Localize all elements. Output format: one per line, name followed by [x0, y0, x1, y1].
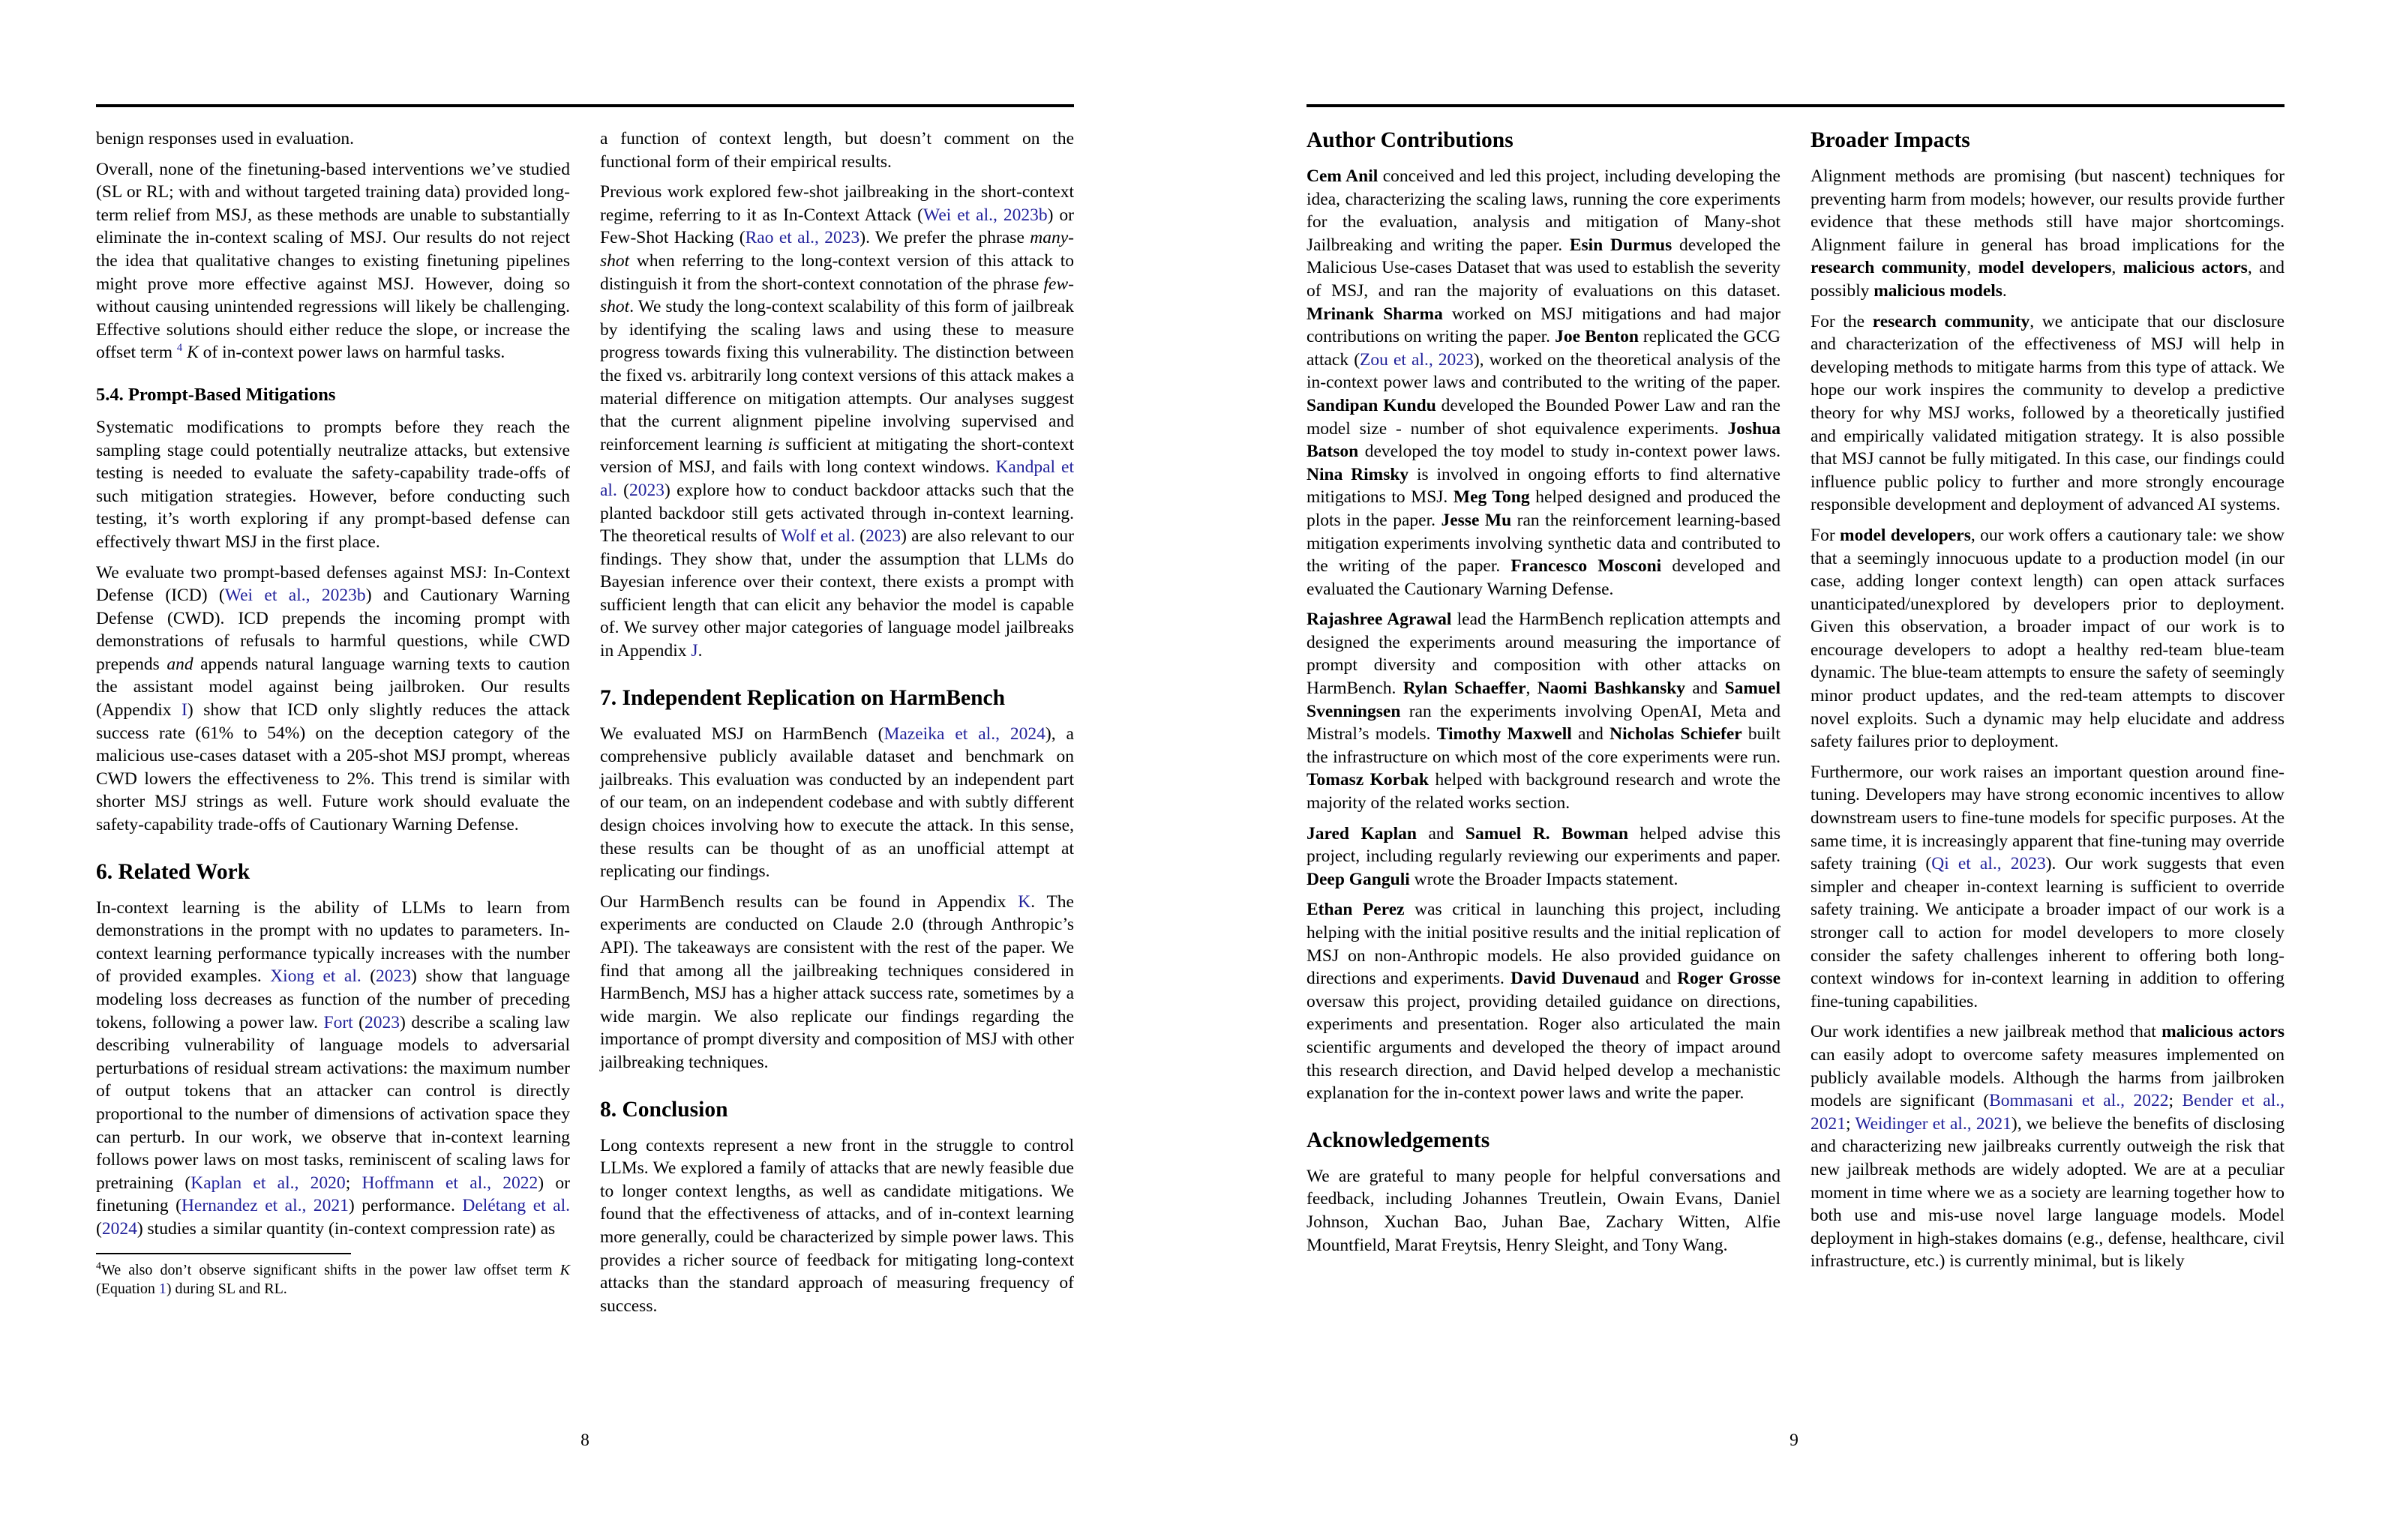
page-8: [0, 0, 1198, 1540]
text-run: ). Our work suggests that even simpler and cheaper in-context learning is sufficient to override safety training. We anticipate a broader impact of our work is a stronger call to action for model developers to more closely consider the safety challenges inherent to offering both long-context windows for in-context learning in addition to offering fine-tuning capabilities.: [1810, 854, 2285, 1011]
text-run: Esin Durmus: [1569, 235, 1672, 255]
text-run: ,: [2111, 258, 2123, 278]
page-9-content: [1306, 0, 2285, 1450]
text-run: Jesse Mu: [1441, 510, 1512, 530]
text-run: ) show that ICD only slightly reduces the attack success rate (61% to 54%) on the deception category of the malicious use-cases dataset with a 205-shot MSJ prompt, whereas CWD lowers the effectiveness to 2%. This trend is similar with shorter MSJ strings as well. Future work should evaluate the safety-capability trade-offs of Cautionary Warning Defense.: [96, 700, 570, 835]
text-run: Francesco Mosconi: [1510, 556, 1662, 577]
text-run: malicious models: [1874, 280, 2002, 301]
text-run: malicious actors: [2162, 1022, 2285, 1042]
text-run: Systematic modifications to prompts before they reach the sampling stage could potentially neutralize attacks, but extensive testing is needed to evaluate the safety-capability trade-offs of such mitigation strategies. However, before conducting such testing, it’s worth exploring if any prompt-based defense can effectively thwart MSJ in the first place.: [96, 417, 570, 552]
citation-link[interactable]: 2023: [376, 966, 412, 987]
paragraph: [96, 158, 570, 364]
text-run: K: [560, 1261, 570, 1278]
paragraph: [1810, 524, 2284, 754]
citation-link[interactable]: Fort: [323, 1012, 353, 1032]
paragraph: [96, 897, 570, 1241]
text-run: Rajashree Agrawal: [1306, 610, 1452, 630]
text-run: Cem Anil: [1306, 166, 1378, 186]
section-heading: [1306, 127, 1780, 153]
paragraph: [600, 891, 1074, 1074]
text-run: is: [767, 434, 780, 454]
text-run: Rylan Schaeffer: [1402, 679, 1526, 699]
text-run: Samuel R. Bowman: [1465, 823, 1628, 843]
text-column: [1306, 127, 1780, 1257]
footnote: [96, 1261, 570, 1299]
text-run: 4: [96, 1260, 101, 1272]
paragraph: [96, 416, 570, 554]
text-column: [600, 127, 1074, 1317]
text-run: conceived and led this project, including developing the idea, characterizing the scaling laws, running the core experiments for the evaluation, analysis and mitigation of Many-shot Jailbreaking and writing the paper.: [1306, 166, 1780, 255]
citation-link[interactable]: Kaplan et al., 2020: [190, 1173, 346, 1193]
section-heading: [600, 685, 1074, 711]
paragraph: [1810, 165, 2284, 303]
text-run: , our work offers a cautionary tale: we show that a seemingly innocuous update to a production model (in our case, adding longer context length) can open attack surfaces unanticipated/unexplored by developers prior to deployment. Given this observation, a broader impact of our work is to encourage developers to adopt a healthy red-team blue-team dynamic. The blue-team attempts to ensure the safety of seemingly minor product updates, and the red-team attempts to discover novel exploits. Such a dynamic may help elucidate and address safety failures prior to deployment.: [1810, 525, 2284, 752]
text-run: . We study the long-context scalability of this form of jailbreak by identifying the scaling laws and using these to measure progress towards fixing this vulnerability. The distinction between the fixed vs. arbitrarily long context versions of this attack makes a material difference on mitigation attempts. Our analyses suggest that the current alignment pipeline involving supervised and reinforcement learning: [600, 297, 1074, 454]
text-run: and: [1571, 724, 1610, 745]
page-number: 9: [1790, 1431, 1798, 1450]
paragraph: [1810, 1020, 2284, 1273]
text-run: few-shot: [600, 274, 1074, 317]
text-run: K: [187, 343, 199, 363]
text-run: helped advise this project, including regularly reviewing our experiments and paper.: [1306, 823, 1781, 867]
citation-link[interactable]: Zou et al., 2023: [1360, 349, 1474, 370]
text-run: (: [352, 1012, 365, 1032]
text-run: developed the Bounded Power Law and ran the model size - number of shot equivalence experiments.: [1306, 395, 1780, 439]
text-run: ) and Cautionary Warning Defense (CWD). ICD prepends the incoming prompt with demonstrations of refusals to harmful questions, while CWD prepends: [96, 586, 571, 674]
text-run: oversaw this project, providing detailed guidance on directions, experiments and presentation. Roger also articulated the main scientific arguments and developed the theory of impact around this research direction, and David helped develop a mechanistic explanation for the in-context power laws and write the paper.: [1306, 991, 1780, 1104]
text-run: ;: [2168, 1091, 2182, 1111]
text-run: ) or Few-Shot Hacking (: [600, 205, 1074, 248]
text-run: Sandipan Kundu: [1306, 395, 1436, 415]
text-run: model developers: [1978, 258, 2112, 278]
text-run: malicious actors: [2122, 258, 2248, 278]
text-run: ;: [1846, 1113, 1856, 1134]
citation-link[interactable]: 2024: [101, 1218, 137, 1239]
text-run: Jared Kaplan: [1306, 823, 1417, 843]
text-run: is involved in ongoing efforts to find alternative mitigations to MSJ.: [1306, 464, 1780, 508]
text-run: Overall, none of the finetuning-based interventions we’ve studied (SL or RL; with and without targeted training data) provided long-term relief from MSJ, as these methods are unable to substantially eliminate the in-context scaling of MSJ. Our results do not reject the idea that qualitative changes to existing finetuning pipelines might prove more effective against MSJ. However, doing so without causing unintended regressions will likely be challenging. Effective solutions should either reduce the slope, or increase the offset term: [96, 159, 570, 363]
text-run: Broader Impacts: [1810, 128, 1970, 152]
text-run: Author Contributions: [1306, 128, 1514, 152]
paragraph: [1306, 822, 1780, 891]
text-run: Acknowledgements: [1306, 1128, 1490, 1152]
text-run: of in-context power laws on harmful tasks.: [198, 343, 506, 363]
paragraph: [96, 562, 570, 837]
paragraph: [1810, 761, 2284, 1014]
text-run: research community: [1810, 258, 1967, 278]
text-run: (Equation: [96, 1281, 159, 1298]
text-run: .: [2002, 280, 2007, 301]
citation-link[interactable]: Wei et al., 2023b: [224, 586, 366, 606]
text-run: (: [361, 966, 376, 987]
section-heading: [1810, 127, 2284, 153]
subsection-heading: [96, 384, 570, 406]
text-run: , we anticipate that our disclosure and characterization of the effectiveness of MSJ will help in developing methods to mitigate harms from this type of attack. We hope our work inspires the community to develop a predictive theory for why MSJ works, followed by a theoretically justified and empirically validated mitigation strategy. It is also possible that MSJ cannot be fully mitigated. In this case, our findings could influence public policy to further and more strongly encourage responsible development and deployment of advanced AI systems.: [1810, 311, 2284, 515]
citation-link[interactable]: Hoffmann et al., 2022: [362, 1173, 538, 1193]
text-column: [1810, 127, 2284, 1273]
text-run: ) describe a scaling law describing vulnerability of language models to adversarial perturbations of residual stream activations: the maximum number of output tokens that an attacker can control is directly proportional to the number of dimensions of activation space they can perturb. In our work, we observe that in-context learning follows power laws on most tasks, reminiscent of scaling laws for pretraining (: [96, 1012, 571, 1193]
text-run: Joshua Batson: [1306, 418, 1780, 462]
text-run: . The experiments are conducted on Claude 2.0 (through Anthropic’s API). The takeaways are consistent with the rest of the paper. We find that among all the jailbreaking techniques considered in HarmBench, MSJ has a higher attack success rate, sometimes by a wide margin. We also replicate our findings regarding the importance of prompt diversity and composition of MSJ with other jailbreaking techniques.: [600, 891, 1074, 1072]
columns: [96, 127, 1074, 1317]
text-run: ), we believe the benefits of disclosing and characterizing new jailbreaks currently outweigh the risk that new jailbreak methods are widely adopted. We are at a peculiar moment in time where we as a society are learning together how to both use and mis-use novel large language models. Model deployment in high-stakes domains (e.g., defense, healthcare, civil infrastructure, etc.) is currently minimal, but is likely: [1810, 1113, 2285, 1272]
text-run: developed the toy model to study in-context power laws.: [1358, 442, 1780, 462]
text-run: For the: [1810, 311, 1873, 331]
text-run: Our work identifies a new jailbreak method that: [1810, 1022, 2162, 1042]
citation-link[interactable]: Delétang et al.: [462, 1196, 570, 1216]
text-run: ,: [1966, 258, 1978, 278]
text-column: [96, 127, 570, 1299]
text-run: (: [854, 526, 866, 547]
citation-link[interactable]: Bender et al., 2021: [1810, 1091, 2285, 1134]
text-run: replicated the GCG attack (: [1306, 327, 1780, 370]
text-run: model developers: [1840, 525, 1971, 545]
text-run: and: [166, 654, 194, 674]
citation-link[interactable]: 2023: [629, 480, 664, 500]
columns: [1306, 127, 2284, 1273]
citation-link[interactable]: Hernandez et al., 2021: [181, 1196, 349, 1216]
text-run: ) studies a similar quantity (in-context compression rate) as: [136, 1218, 556, 1239]
text-run: many-shot: [600, 228, 1074, 271]
text-run: research community: [1872, 311, 2030, 331]
text-run: developed the Malicious Use-cases Dataset that was used to establish the severity of MSJ, and ran the majority of evaluations on this dataset.: [1306, 235, 1781, 301]
citation-link[interactable]: I: [182, 700, 188, 721]
text-run: sufficient at mitigating the short-context version of MSJ, and fails with long context windows.: [600, 434, 1074, 478]
text-run: For: [1810, 525, 1840, 545]
text-run: Timothy Maxwell: [1436, 724, 1572, 745]
citation-link[interactable]: 1: [158, 1281, 166, 1298]
text-run: ) are also relevant to our findings. They show that, under the assumption that LLMs do Bayesian inference over their context, there exists a prompt with sufficient length that can elicit any behavior the model is capable of. We survey other major categories of language model jailbreaks in Appendix: [600, 526, 1074, 661]
text-run: Deep Ganguli: [1306, 869, 1410, 889]
section-heading: [600, 1097, 1074, 1122]
paragraph: [96, 127, 570, 151]
paragraph: [1306, 608, 1780, 814]
text-run: helped with background research and wrote the majority of the related works section.: [1306, 770, 1780, 813]
citation-link[interactable]: Kandpal et al.: [600, 457, 1074, 500]
text-run: In-context learning is the ability of LLMs to learn from demonstrations in the prompt with no updates to parameters. In-context learning performance typically increases with the number of provided examples.: [96, 897, 570, 987]
text-run: Nina Rimsky: [1306, 464, 1409, 484]
text-run: We are grateful to many people for helpful conversations and feedback, including Johannes Treutlein, Owain Evans, Daniel Johnson, Xuchan Bao, Juhan Bae, Zachary Witten, Alfie Mountfield, Marat Freytsis, Henry Sleight, and Tony Wang.: [1306, 1166, 1780, 1255]
header-rule: [1306, 104, 2284, 107]
text-run: .: [698, 641, 703, 661]
text-run: Nicholas Schiefer: [1610, 724, 1742, 745]
citation-link[interactable]: Mazeika et al., 2024: [884, 724, 1046, 744]
text-run: and: [1639, 969, 1678, 989]
text-run: Samuel Svenningsen: [1306, 679, 1780, 721]
text-run: 8. Conclusion: [600, 1097, 728, 1122]
citation-link[interactable]: Rao et al., 2023: [745, 228, 860, 248]
text-run: built the infrastructure on which most of the core experiments were run.: [1306, 724, 1781, 767]
text-run: , and possibly: [1810, 258, 2285, 301]
text-run: Furthermore, our work raises an important question around fine-tuning. Developers may have strong economic incentives to allow downstream users to fine-tune models for specific purposes. At the same time, it is increasingly apparent that fine-tuning may override safety training (: [1810, 762, 2284, 874]
text-run: worked on MSJ mitigations and had major contributions on writing the paper.: [1306, 304, 1780, 347]
page-9: [1198, 0, 2397, 1540]
text-run: ) during SL and RL.: [166, 1281, 287, 1298]
text-run: 5.4. Prompt-Based Mitigations: [96, 384, 336, 405]
paragraph: [600, 723, 1074, 883]
text-run: can easily adopt to overcome safety measures implemented on publicly available models. Although the harms from jailbroken models are significant (: [1810, 1044, 2284, 1111]
text-run: ) or finetuning (: [96, 1173, 570, 1216]
section-heading: [96, 859, 570, 885]
footnote-marker-link[interactable]: 4: [176, 342, 183, 355]
paragraph: [600, 127, 1074, 173]
text-run: ) performance.: [348, 1196, 463, 1216]
citation-link[interactable]: Wolf et al.: [781, 526, 855, 547]
paragraph: [1306, 898, 1780, 1104]
text-run: ran the reinforcement learning-based mitigation experiments involving synthetic data and contributed to the writing of the paper.: [1306, 510, 1781, 577]
text-run: ), worked on the theoretical analysis of the in-context power laws and contributed to the writing of the paper.: [1306, 349, 1780, 393]
text-run: Our HarmBench results can be found in Appendix: [600, 891, 1018, 912]
citation-link[interactable]: Bommasani et al., 2022: [1989, 1091, 2169, 1111]
text-run: 7. Independent Replication on HarmBench: [600, 685, 1006, 710]
footnote-rule: [96, 1253, 351, 1254]
text-run: when referring to the long-context version of this attack to distinguish it from the short-context connotation of the phrase: [600, 250, 1074, 294]
text-run: lead the HarmBench replication attempts and designed the experiments around measuring the importance of prompt diversity and composition with other attacks on HarmBench.: [1306, 610, 1781, 699]
text-run: (: [96, 1218, 102, 1239]
page-number: 8: [580, 1431, 590, 1450]
text-run: Ethan Perez: [1306, 900, 1405, 920]
section-heading: [1306, 1128, 1780, 1153]
citation-link[interactable]: 2023: [866, 526, 902, 547]
text-run: ran the experiments involving OpenAI, Meta and Mistral’s models.: [1306, 701, 1780, 745]
citation-link[interactable]: Weidinger et al., 2021: [1855, 1113, 2012, 1134]
text-run: ,: [1526, 679, 1538, 699]
text-run: We also don’t observe significant shifts in the power law offset term: [101, 1261, 560, 1278]
text-run: Meg Tong: [1453, 487, 1530, 508]
text-run: Roger Grosse: [1677, 969, 1781, 989]
text-run: Previous work explored few-shot jailbreaking in the short-context regime, referring to it as In-Context Attack (: [600, 182, 1074, 225]
paragraph: [1306, 165, 1780, 601]
text-run: 6. Related Work: [96, 859, 250, 884]
text-run: Alignment methods are promising (but nascent) techniques for preventing harm from models; however, our results provide further evidence that these methods still have major shortcomings. Alignment failure in general has broad implications for the: [1810, 166, 2284, 255]
text-run: and: [1685, 679, 1725, 699]
text-run: wrote the Broader Impacts statement.: [1409, 869, 1678, 889]
text-run: helped designed and produced the plots in the paper.: [1306, 487, 1780, 530]
text-run: and: [1416, 823, 1466, 843]
paragraph: [600, 1134, 1074, 1318]
citation-link[interactable]: 2023: [364, 1012, 400, 1032]
text-run: We evaluated MSJ on HarmBench (: [600, 724, 884, 744]
text-run: We evaluate two prompt-based defenses against MSJ: In-Context Defense (ICD) (: [96, 562, 570, 606]
citation-link[interactable]: Xiong et al.: [270, 966, 362, 987]
text-run: a function of context length, but doesn’t comment on the functional form of their empirical results.: [600, 129, 1074, 172]
text-run: Long contexts represent a new front in the struggle to control LLMs. We explored a family of attacks that are newly feasible due to longer context lengths, as well as candidate mitigations. We found that the effectiveness of attacks, and of in-context learning more generally, could be characterized by simple power laws. This provides a richer source of feedback for mitigating long-context attacks than the standard approach of measuring frequency of success.: [600, 1135, 1074, 1316]
text-run: ). We prefer the phrase: [860, 228, 1030, 248]
citation-link[interactable]: Qi et al., 2023: [1931, 854, 2046, 874]
header-rule: [96, 104, 1074, 107]
paragraph: [1810, 310, 2284, 517]
citation-link[interactable]: Wei et al., 2023b: [923, 205, 1048, 225]
text-run: was critical in launching this project, including helping with the initial positive results and the initial replication of MSJ on non-Anthropic models. He also provided guidance on directions and experiments.: [1306, 900, 1780, 989]
text-run: ;: [345, 1173, 362, 1193]
text-run: ), a comprehensive publicly available dataset and benchmark on jailbreaks. This evaluation was conducted by an independent part of our team, on an independent codebase and with subtly different design choices involving how to execute the attack. In this sense, these results can be thought of as an unofficial attempt at replicating our findings.: [600, 724, 1074, 882]
paragraph: [1306, 1165, 1780, 1257]
citation-link[interactable]: K: [1018, 891, 1031, 912]
citation-link[interactable]: J: [691, 641, 698, 661]
text-run: ) show that language modeling loss decreases as function of the number of preceding tokens, following a power law.: [96, 966, 571, 1032]
text-run: appends natural language warning texts to caution the assistant model against being jailbroken. Our results (Appendix: [96, 654, 570, 721]
page-8-content: [96, 0, 1075, 1450]
text-run: Joe Benton: [1555, 327, 1639, 347]
text-run: Mrinank Sharma: [1306, 304, 1443, 324]
text-run: ) explore how to conduct backdoor attacks such that the planted backdoor still gets activated through in-context learning. The theoretical results of: [600, 480, 1075, 547]
text-run: Naomi Bashkansky: [1537, 679, 1686, 699]
text-run: (: [616, 480, 629, 500]
text-run: David Duvenaud: [1510, 969, 1640, 989]
paragraph: [600, 181, 1074, 662]
text-run: benign responses used in evaluation.: [96, 129, 354, 148]
text-run: developed and evaluated the Cautionary Warning Defense.: [1306, 556, 1780, 599]
text-run: Tomasz Korbak: [1306, 770, 1429, 790]
